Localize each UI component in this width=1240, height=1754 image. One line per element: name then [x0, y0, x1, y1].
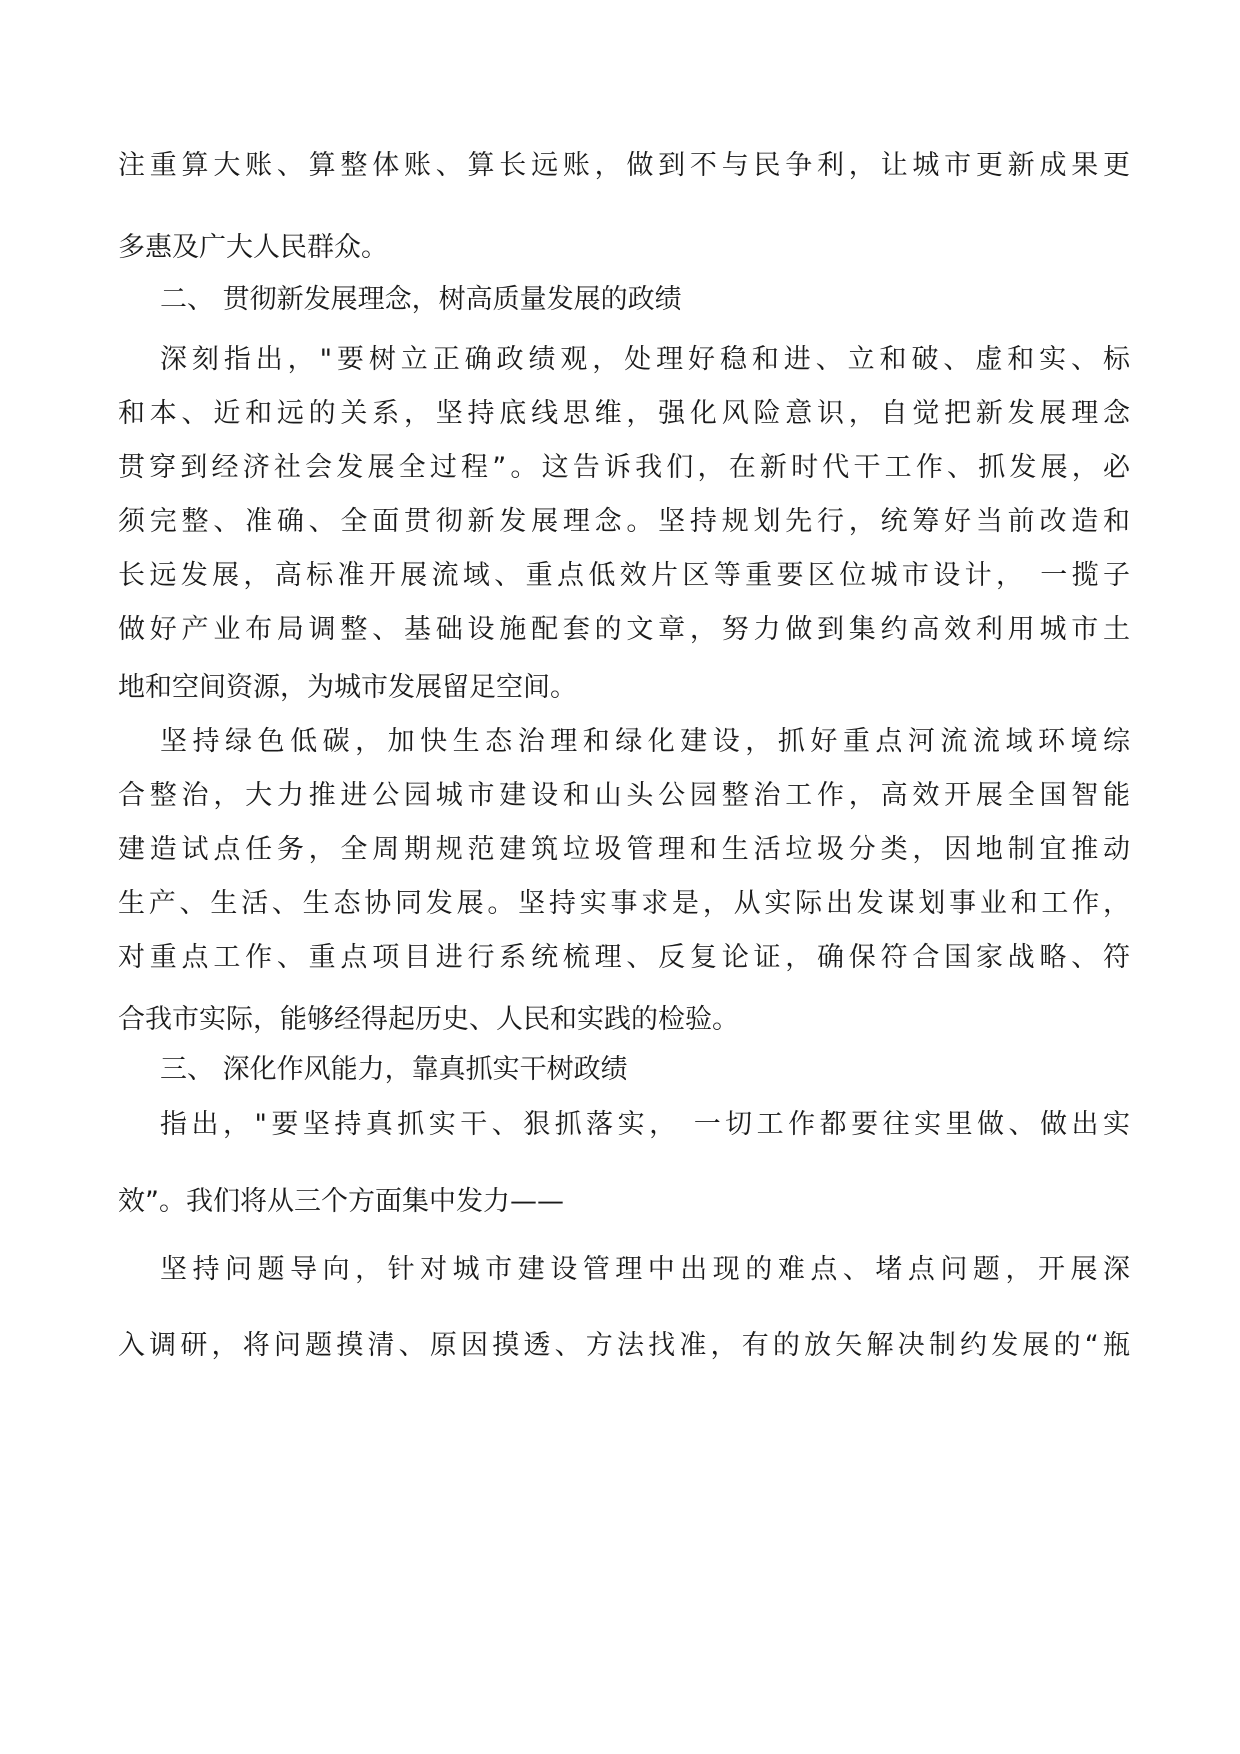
text-line-13: 建造试点任务，全周期规范建筑垃圾管理和生活垃圾分类，因地制宜推动	[118, 834, 1130, 865]
text-line-5: 和本、近和远的关系，坚持底线思维，强化风险意识，自觉把新发展理念	[118, 398, 1130, 429]
text-line-15: 对重点工作、重点项目进行系统梳理、反复论证，确保符合国家战略、符	[118, 942, 1130, 973]
text-line-6: 贯穿到经济社会发展全过程”。这告诉我们，在新时代干工作、抓发展，必	[118, 452, 1130, 483]
text-line-10: 地和空间资源，为城市发展留足空间。	[118, 672, 577, 703]
text-line-21: 入调研，将问题摸清、原因摸透、方法找准，有的放矢解决制约发展的“瓶	[118, 1330, 1130, 1361]
text-line-19: 效”。我们将从三个方面集中发力——	[118, 1186, 564, 1217]
section-heading-2: 二、 贯彻新发展理念，树高质量发展的政绩	[160, 284, 682, 315]
text-line-14: 生产、生活、生态协同发展。坚持实事求是，从实际出发谋划事业和工作，	[118, 888, 1130, 919]
text-line-4: 深刻指出，"要树立正确政绩观，处理好稳和进、立和破、虚和实、标	[160, 344, 1130, 375]
text-line-11: 坚持绿色低碳，加快生态治理和绿化建设，抓好重点河流流域环境综	[160, 726, 1130, 757]
text-line-7: 须完整、准确、全面贯彻新发展理念。坚持规划先行，统筹好当前改造和	[118, 506, 1130, 537]
text-line-18: 指出，"要坚持真抓实干、狠抓落实， 一切工作都要往实里做、做出实	[160, 1109, 1130, 1140]
text-line-8: 长远发展，高标准开展流域、重点低效片区等重要区位城市设计， 一揽子	[118, 560, 1130, 591]
text-line-1: 注重算大账、算整体账、算长远账，做到不与民争利，让城市更新成果更	[118, 150, 1130, 181]
text-line-12: 合整治，大力推进公园城市建设和山头公园整治工作，高效开展全国智能	[118, 780, 1130, 811]
section-heading-3: 三、 深化作风能力，靠真抓实干树政绩	[160, 1054, 628, 1085]
text-line-20: 坚持问题导向，针对城市建设管理中出现的难点、堵点问题，开展深	[160, 1254, 1130, 1285]
text-line-9: 做好产业布局调整、基础设施配套的文章，努力做到集约高效利用城市土	[118, 614, 1130, 645]
text-line-2: 多惠及广大人民群众。	[118, 232, 388, 263]
text-line-16: 合我市实际，能够经得起历史、人民和实践的检验。	[118, 1004, 739, 1035]
